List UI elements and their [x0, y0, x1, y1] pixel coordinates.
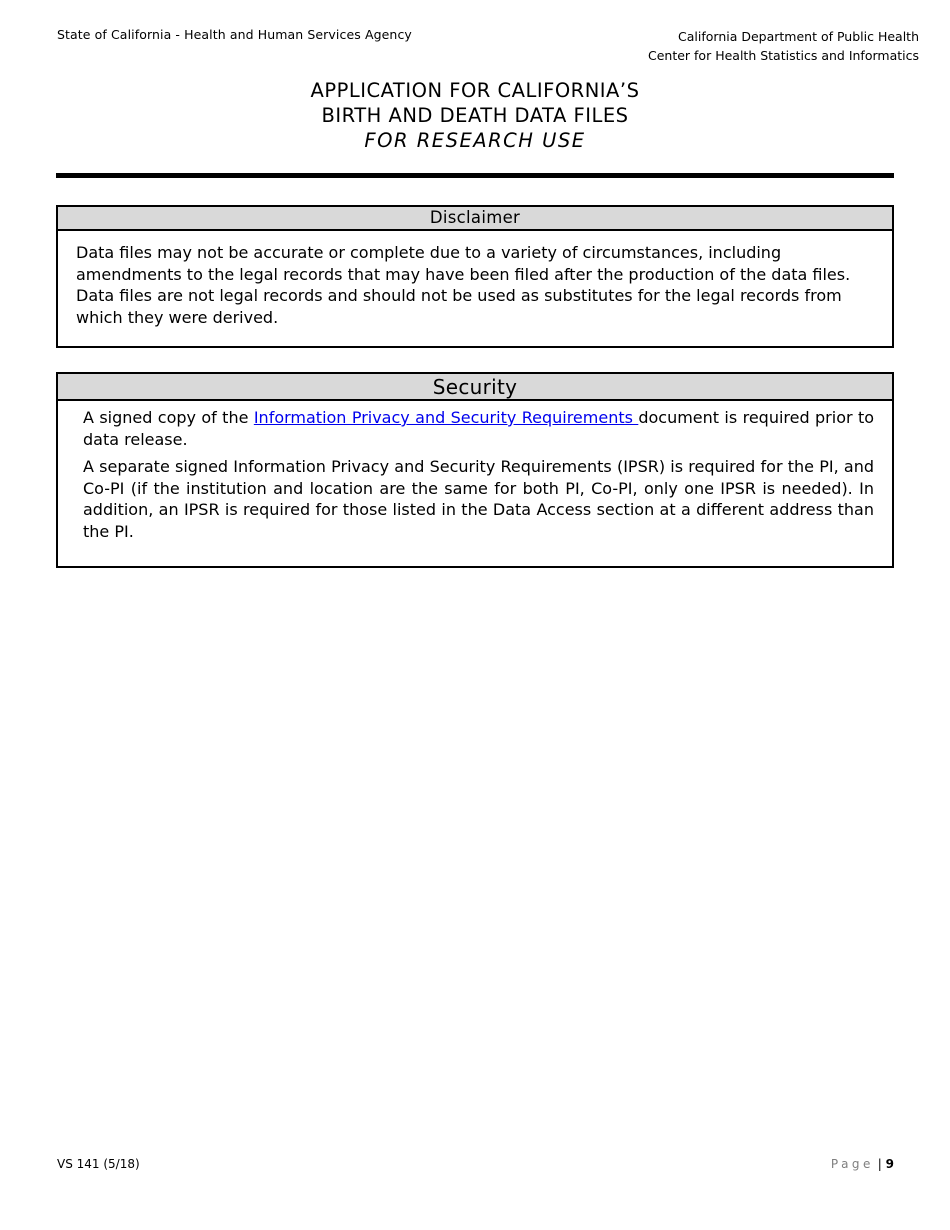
title-line-2: BIRTH AND DEATH DATA FILES [321, 104, 629, 127]
security-p1-after: document is required prior to data release. [83, 408, 875, 449]
agency-header: State of California - Health and Human Services Agency [57, 27, 412, 42]
security-body [58, 401, 892, 542]
department-name: California Department of Public Health [678, 29, 919, 44]
center-name: Center for Health Statistics and Informatics [647, 48, 919, 63]
page-number: 9 [885, 1157, 894, 1171]
title-divider [56, 173, 894, 178]
disclaimer-section [56, 205, 894, 348]
disclaimer-bottom-rule [58, 344, 892, 348]
page-indicator [831, 1157, 894, 1171]
security-heading: Security [58, 374, 892, 401]
security-paragraph-2: A separate signed Information Privacy and Security Requirements (IPSR) is required for the PI, and Co-PI (if the institution and location are the same for both PI, Co-PI, only one IPSR is needed). In addition, an IPSR is required for those listed in the Data Access section at a different address than the PI. [83, 457, 874, 541]
department-header [648, 27, 919, 65]
title-line-3: FOR RESEARCH USE [364, 129, 586, 152]
security-section [56, 372, 894, 568]
disclaimer-text: Data files may not be accurate or complete due to a variety of circumstances, including amendments to the legal records that may have been filed after the production of the data files. Data files are not legal records and should not be used as substitutes for the legal records from which they were derived. [76, 243, 851, 327]
page-label: Page [830, 1157, 874, 1171]
document-title [0, 78, 950, 153]
form-id: VS 141 (5/18) [57, 1157, 140, 1171]
security-paragraph-1 [83, 407, 874, 450]
page-separator: | [877, 1157, 882, 1171]
title-line-1: APPLICATION FOR CALIFORNIA’S [310, 79, 640, 102]
security-p1-before: A signed copy of the [83, 408, 254, 427]
disclaimer-heading: Disclaimer [58, 207, 892, 231]
ipsr-document-link[interactable]: Information Privacy and Security Requirements [253, 408, 639, 427]
